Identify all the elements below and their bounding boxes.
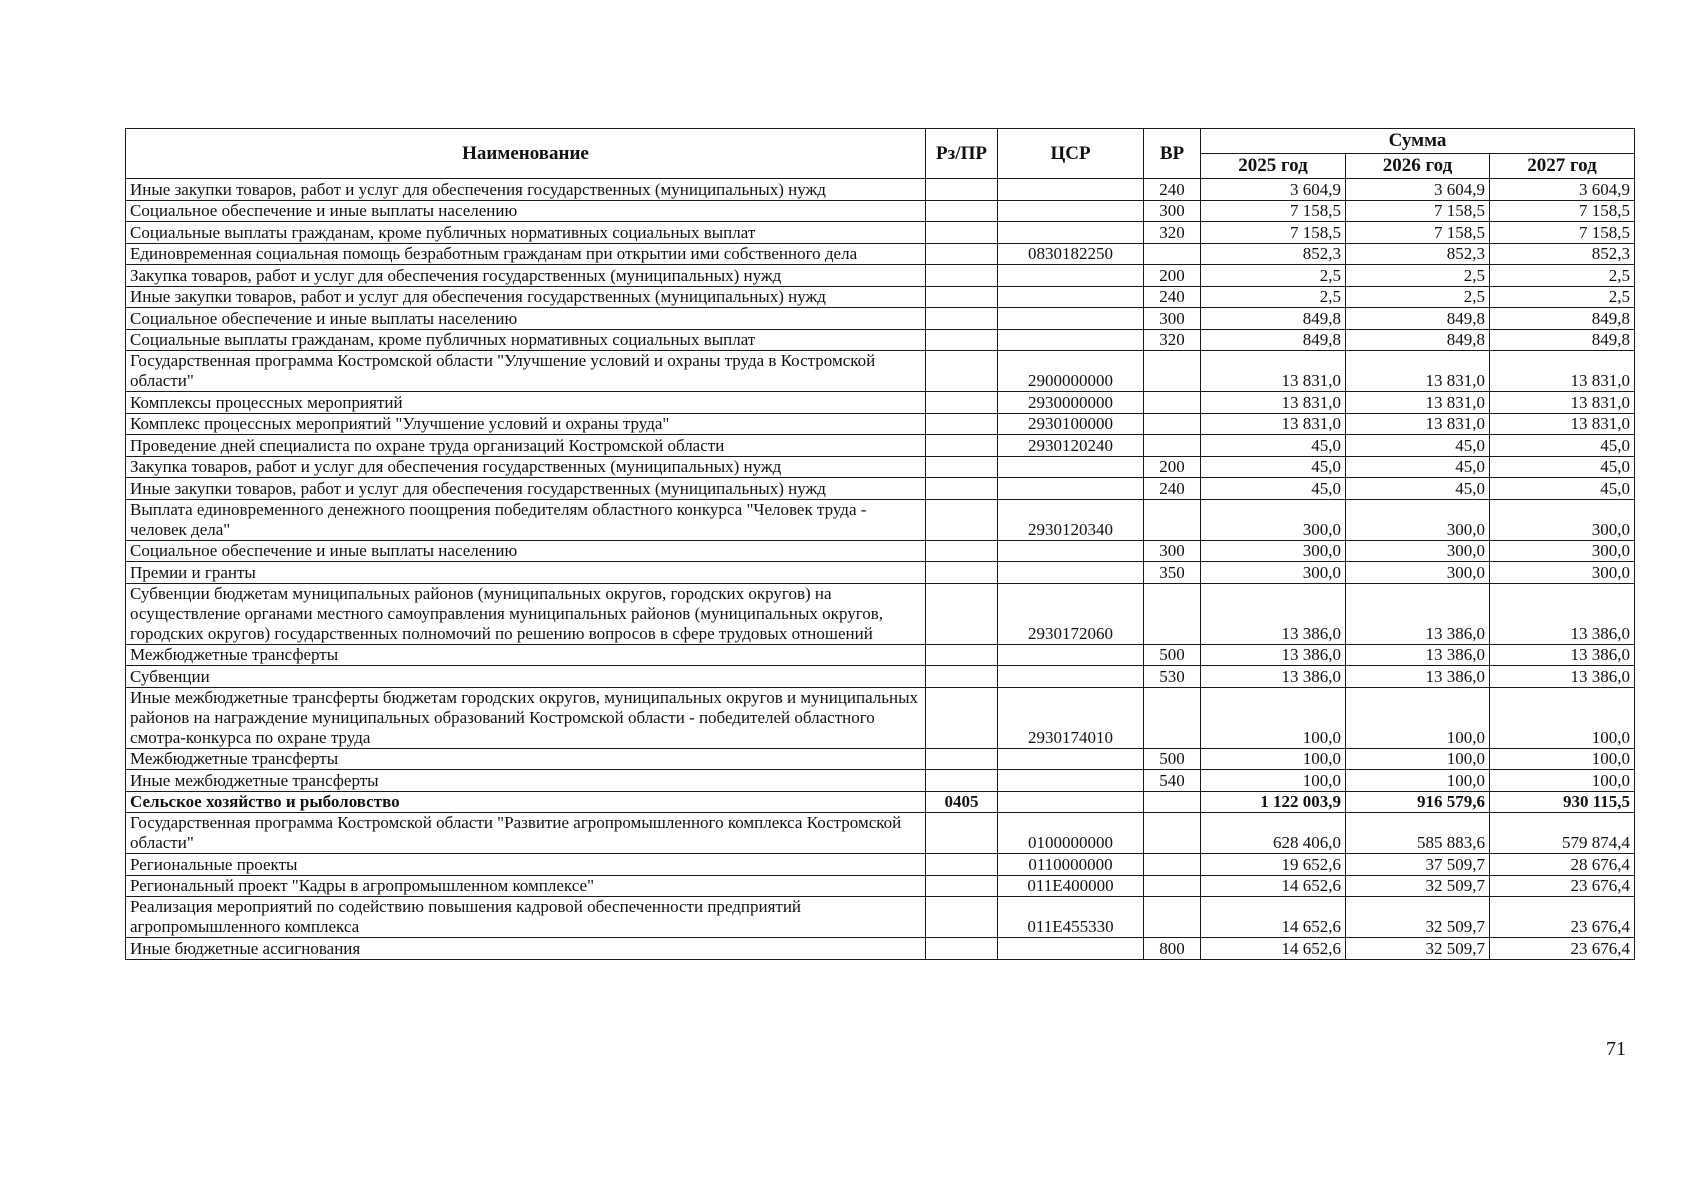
cell-2027: 13 831,0	[1490, 413, 1635, 435]
table-row	[126, 413, 1635, 435]
cell-2027: 45,0	[1490, 456, 1635, 478]
cell-rzpr	[926, 456, 998, 478]
table-row	[126, 791, 1635, 813]
cell-rzpr	[926, 179, 998, 201]
cell-2025: 45,0	[1201, 456, 1346, 478]
cell-vr: 240	[1144, 478, 1201, 500]
cell-2026: 13 386,0	[1346, 644, 1490, 666]
table-row	[126, 875, 1635, 897]
cell-name: Социальное обеспечение и иные выплаты населению	[126, 200, 926, 222]
table-row	[126, 666, 1635, 688]
table-row	[126, 308, 1635, 330]
cell-2026: 13 831,0	[1346, 351, 1490, 392]
cell-vr	[1144, 435, 1201, 457]
cell-2027: 23 676,4	[1490, 938, 1635, 960]
cell-2026: 45,0	[1346, 435, 1490, 457]
cell-vr: 200	[1144, 265, 1201, 287]
cell-vr: 300	[1144, 200, 1201, 222]
cell-2026: 300,0	[1346, 540, 1490, 562]
cell-vr: 540	[1144, 770, 1201, 792]
cell-csr: 2930120240	[998, 435, 1144, 457]
cell-2027: 13 386,0	[1490, 644, 1635, 666]
cell-2026: 32 509,7	[1346, 938, 1490, 960]
header-csr: ЦСР	[998, 129, 1144, 179]
cell-vr: 530	[1144, 666, 1201, 688]
table-row	[126, 351, 1635, 392]
table-row	[126, 687, 1635, 748]
cell-2025: 300,0	[1201, 540, 1346, 562]
cell-2025: 13 831,0	[1201, 392, 1346, 414]
cell-2026: 100,0	[1346, 770, 1490, 792]
cell-rzpr	[926, 897, 998, 938]
table-row	[126, 540, 1635, 562]
cell-rzpr	[926, 243, 998, 265]
cell-2025: 849,8	[1201, 329, 1346, 351]
cell-2025: 13 831,0	[1201, 413, 1346, 435]
header-row	[126, 129, 1635, 154]
cell-2026: 45,0	[1346, 456, 1490, 478]
cell-2027: 100,0	[1490, 687, 1635, 748]
cell-name: Субвенции бюджетам муниципальных районов (муниципальных округов, городских округов) на осуществление органами местного самоуправления муниципальных районов (муниципальных округов, городских округов) государственных полномочий по решению вопросов в сфере трудовых отношений	[126, 583, 926, 644]
cell-2027: 100,0	[1490, 748, 1635, 770]
cell-name: Выплата единовременного денежного поощрения победителям областного конкурса "Человек труда - человек дела"	[126, 499, 926, 540]
cell-rzpr	[926, 540, 998, 562]
cell-2025: 14 652,6	[1201, 897, 1346, 938]
cell-vr: 350	[1144, 562, 1201, 584]
cell-rzpr	[926, 583, 998, 644]
header-name: Наименование	[126, 129, 926, 179]
cell-2027: 2,5	[1490, 286, 1635, 308]
cell-name: Единовременная социальная помощь безработным гражданам при открытии ими собственного дела	[126, 243, 926, 265]
cell-2026: 13 386,0	[1346, 583, 1490, 644]
cell-name: Межбюджетные трансферты	[126, 644, 926, 666]
cell-name: Социальные выплаты гражданам, кроме публичных нормативных социальных выплат	[126, 222, 926, 244]
cell-2026: 32 509,7	[1346, 875, 1490, 897]
cell-vr: 240	[1144, 286, 1201, 308]
cell-vr	[1144, 243, 1201, 265]
cell-rzpr	[926, 265, 998, 287]
cell-2027: 45,0	[1490, 478, 1635, 500]
cell-csr: 011Е400000	[998, 875, 1144, 897]
cell-2027: 23 676,4	[1490, 897, 1635, 938]
cell-rzpr	[926, 666, 998, 688]
cell-2025: 19 652,6	[1201, 854, 1346, 876]
cell-csr	[998, 478, 1144, 500]
cell-rzpr	[926, 562, 998, 584]
cell-2027: 13 831,0	[1490, 392, 1635, 414]
cell-rzpr	[926, 938, 998, 960]
cell-vr: 320	[1144, 329, 1201, 351]
cell-rzpr	[926, 644, 998, 666]
cell-vr	[1144, 687, 1201, 748]
table-row	[126, 329, 1635, 351]
table-row	[126, 243, 1635, 265]
header-year-2025: 2025 год	[1201, 154, 1346, 179]
cell-rzpr	[926, 308, 998, 330]
cell-2027: 930 115,5	[1490, 791, 1635, 813]
table-row	[126, 854, 1635, 876]
cell-2027: 579 874,4	[1490, 813, 1635, 854]
cell-name: Закупка товаров, работ и услуг для обеспечения государственных (муниципальных) нужд	[126, 265, 926, 287]
table-row	[126, 456, 1635, 478]
table-body	[126, 179, 1635, 960]
cell-2025: 3 604,9	[1201, 179, 1346, 201]
cell-2025: 2,5	[1201, 265, 1346, 287]
table-row	[126, 179, 1635, 201]
table-row	[126, 392, 1635, 414]
cell-name: Комплекс процессных мероприятий "Улучшение условий и охраны труда"	[126, 413, 926, 435]
cell-vr: 500	[1144, 644, 1201, 666]
cell-2025: 100,0	[1201, 748, 1346, 770]
header-year-2026: 2026 год	[1346, 154, 1490, 179]
cell-2027: 300,0	[1490, 540, 1635, 562]
table-row	[126, 562, 1635, 584]
table-row	[126, 478, 1635, 500]
table-row	[126, 897, 1635, 938]
cell-2026: 7 158,5	[1346, 200, 1490, 222]
cell-vr	[1144, 791, 1201, 813]
cell-rzpr	[926, 813, 998, 854]
cell-2026: 585 883,6	[1346, 813, 1490, 854]
cell-2025: 45,0	[1201, 435, 1346, 457]
budget-table	[125, 128, 1635, 960]
cell-csr	[998, 222, 1144, 244]
header-sum: Сумма	[1201, 129, 1635, 154]
cell-2025: 45,0	[1201, 478, 1346, 500]
cell-name: Премии и гранты	[126, 562, 926, 584]
cell-rzpr: 0405	[926, 791, 998, 813]
cell-csr: 0110000000	[998, 854, 1144, 876]
cell-2026: 37 509,7	[1346, 854, 1490, 876]
cell-2026: 849,8	[1346, 308, 1490, 330]
cell-name: Комплексы процессных мероприятий	[126, 392, 926, 414]
cell-2027: 100,0	[1490, 770, 1635, 792]
table-row	[126, 286, 1635, 308]
cell-name: Иные закупки товаров, работ и услуг для обеспечения государственных (муниципальных) нужд	[126, 286, 926, 308]
cell-2025: 849,8	[1201, 308, 1346, 330]
cell-2026: 2,5	[1346, 286, 1490, 308]
cell-name: Социальное обеспечение и иные выплаты населению	[126, 308, 926, 330]
cell-name: Иные закупки товаров, работ и услуг для обеспечения государственных (муниципальных) нужд	[126, 478, 926, 500]
header-rzpr: Рз/ПР	[926, 129, 998, 179]
cell-csr	[998, 179, 1144, 201]
cell-name: Иные межбюджетные трансферты	[126, 770, 926, 792]
cell-csr	[998, 938, 1144, 960]
cell-2026: 13 386,0	[1346, 666, 1490, 688]
cell-vr	[1144, 813, 1201, 854]
cell-2027: 28 676,4	[1490, 854, 1635, 876]
cell-csr: 2930174010	[998, 687, 1144, 748]
cell-2027: 13 386,0	[1490, 583, 1635, 644]
cell-csr	[998, 540, 1144, 562]
cell-2025: 7 158,5	[1201, 222, 1346, 244]
cell-2025: 13 831,0	[1201, 351, 1346, 392]
cell-2025: 13 386,0	[1201, 666, 1346, 688]
cell-2027: 852,3	[1490, 243, 1635, 265]
cell-2027: 23 676,4	[1490, 875, 1635, 897]
cell-csr	[998, 791, 1144, 813]
cell-2027: 300,0	[1490, 499, 1635, 540]
cell-2027: 7 158,5	[1490, 222, 1635, 244]
cell-csr	[998, 308, 1144, 330]
cell-2025: 300,0	[1201, 562, 1346, 584]
table-row	[126, 265, 1635, 287]
cell-2027: 13 831,0	[1490, 351, 1635, 392]
cell-vr: 300	[1144, 540, 1201, 562]
page-number: 71	[1606, 1038, 1626, 1060]
cell-name: Государственная программа Костромской области "Улучшение условий и охраны труда в Костромской области"	[126, 351, 926, 392]
cell-2027: 849,8	[1490, 329, 1635, 351]
cell-name: Иные закупки товаров, работ и услуг для обеспечения государственных (муниципальных) нужд	[126, 179, 926, 201]
table-row	[126, 748, 1635, 770]
cell-vr: 240	[1144, 179, 1201, 201]
cell-2027: 849,8	[1490, 308, 1635, 330]
cell-2026: 45,0	[1346, 478, 1490, 500]
cell-csr: 2930000000	[998, 392, 1144, 414]
cell-vr	[1144, 897, 1201, 938]
cell-rzpr	[926, 392, 998, 414]
cell-vr	[1144, 413, 1201, 435]
cell-rzpr	[926, 854, 998, 876]
cell-2026: 32 509,7	[1346, 897, 1490, 938]
table-row	[126, 499, 1635, 540]
cell-2026: 13 831,0	[1346, 392, 1490, 414]
cell-2025: 1 122 003,9	[1201, 791, 1346, 813]
cell-vr	[1144, 392, 1201, 414]
cell-rzpr	[926, 770, 998, 792]
cell-name: Субвенции	[126, 666, 926, 688]
cell-csr: 0830182250	[998, 243, 1144, 265]
cell-csr	[998, 456, 1144, 478]
cell-2027: 3 604,9	[1490, 179, 1635, 201]
cell-csr	[998, 265, 1144, 287]
cell-name: Проведение дней специалиста по охране труда организаций Костромской области	[126, 435, 926, 457]
cell-csr	[998, 644, 1144, 666]
cell-rzpr	[926, 413, 998, 435]
cell-rzpr	[926, 200, 998, 222]
cell-rzpr	[926, 499, 998, 540]
cell-csr	[998, 200, 1144, 222]
cell-2025: 100,0	[1201, 770, 1346, 792]
cell-name: Реализация мероприятий по содействию повышения кадровой обеспеченности предприятий агропромышленного комплекса	[126, 897, 926, 938]
cell-2026: 13 831,0	[1346, 413, 1490, 435]
table-row	[126, 583, 1635, 644]
table-row	[126, 222, 1635, 244]
cell-rzpr	[926, 286, 998, 308]
cell-2026: 2,5	[1346, 265, 1490, 287]
table-row	[126, 435, 1635, 457]
cell-name: Социальное обеспечение и иные выплаты населению	[126, 540, 926, 562]
cell-2026: 916 579,6	[1346, 791, 1490, 813]
cell-2025: 13 386,0	[1201, 644, 1346, 666]
table-row	[126, 813, 1635, 854]
cell-csr	[998, 329, 1144, 351]
header-vr: ВР	[1144, 129, 1201, 179]
cell-2026: 852,3	[1346, 243, 1490, 265]
cell-csr	[998, 286, 1144, 308]
cell-2027: 300,0	[1490, 562, 1635, 584]
cell-csr: 2930100000	[998, 413, 1144, 435]
cell-vr: 800	[1144, 938, 1201, 960]
cell-2026: 3 604,9	[1346, 179, 1490, 201]
cell-2026: 300,0	[1346, 562, 1490, 584]
cell-vr	[1144, 875, 1201, 897]
cell-name: Иные межбюджетные трансферты бюджетам городских округов, муниципальных округов и муниципальных районов на награждение муниципальных образований Костромской области - победителей областного смотра-конкурса по охране труда	[126, 687, 926, 748]
cell-rzpr	[926, 222, 998, 244]
cell-2025: 300,0	[1201, 499, 1346, 540]
cell-vr: 200	[1144, 456, 1201, 478]
cell-2025: 7 158,5	[1201, 200, 1346, 222]
cell-name: Социальные выплаты гражданам, кроме публичных нормативных социальных выплат	[126, 329, 926, 351]
cell-name: Сельское хозяйство и рыболовство	[126, 791, 926, 813]
cell-csr	[998, 748, 1144, 770]
cell-name: Государственная программа Костромской области "Развитие агропромышленного комплекса Костромской области"	[126, 813, 926, 854]
table-row	[126, 770, 1635, 792]
cell-csr: 2930172060	[998, 583, 1144, 644]
cell-2025: 2,5	[1201, 286, 1346, 308]
cell-csr	[998, 770, 1144, 792]
cell-rzpr	[926, 435, 998, 457]
table-row	[126, 200, 1635, 222]
cell-vr: 320	[1144, 222, 1201, 244]
cell-2027: 2,5	[1490, 265, 1635, 287]
table-row	[126, 644, 1635, 666]
cell-2025: 628 406,0	[1201, 813, 1346, 854]
cell-csr: 011Е455330	[998, 897, 1144, 938]
cell-name: Региональный проект "Кадры в агропромышленном комплексе"	[126, 875, 926, 897]
cell-2026: 100,0	[1346, 748, 1490, 770]
cell-csr: 0100000000	[998, 813, 1144, 854]
cell-2025: 13 386,0	[1201, 583, 1346, 644]
cell-2025: 14 652,6	[1201, 938, 1346, 960]
cell-csr	[998, 666, 1144, 688]
cell-2026: 849,8	[1346, 329, 1490, 351]
cell-rzpr	[926, 687, 998, 748]
cell-2026: 7 158,5	[1346, 222, 1490, 244]
cell-name: Региональные проекты	[126, 854, 926, 876]
cell-2026: 100,0	[1346, 687, 1490, 748]
cell-rzpr	[926, 748, 998, 770]
cell-csr: 2900000000	[998, 351, 1144, 392]
cell-2027: 7 158,5	[1490, 200, 1635, 222]
cell-2025: 14 652,6	[1201, 875, 1346, 897]
header-year-2027: 2027 год	[1490, 154, 1635, 179]
cell-rzpr	[926, 329, 998, 351]
cell-rzpr	[926, 351, 998, 392]
cell-2026: 300,0	[1346, 499, 1490, 540]
cell-2027: 13 386,0	[1490, 666, 1635, 688]
cell-2025: 100,0	[1201, 687, 1346, 748]
cell-csr	[998, 562, 1144, 584]
cell-2027: 45,0	[1490, 435, 1635, 457]
cell-name: Иные бюджетные ассигнования	[126, 938, 926, 960]
cell-vr	[1144, 351, 1201, 392]
cell-name: Закупка товаров, работ и услуг для обеспечения государственных (муниципальных) нужд	[126, 456, 926, 478]
cell-2025: 852,3	[1201, 243, 1346, 265]
cell-csr: 2930120340	[998, 499, 1144, 540]
cell-name: Межбюджетные трансферты	[126, 748, 926, 770]
cell-vr	[1144, 854, 1201, 876]
table-row	[126, 938, 1635, 960]
cell-vr	[1144, 499, 1201, 540]
cell-rzpr	[926, 875, 998, 897]
cell-rzpr	[926, 478, 998, 500]
cell-vr: 300	[1144, 308, 1201, 330]
cell-vr	[1144, 583, 1201, 644]
cell-vr: 500	[1144, 748, 1201, 770]
